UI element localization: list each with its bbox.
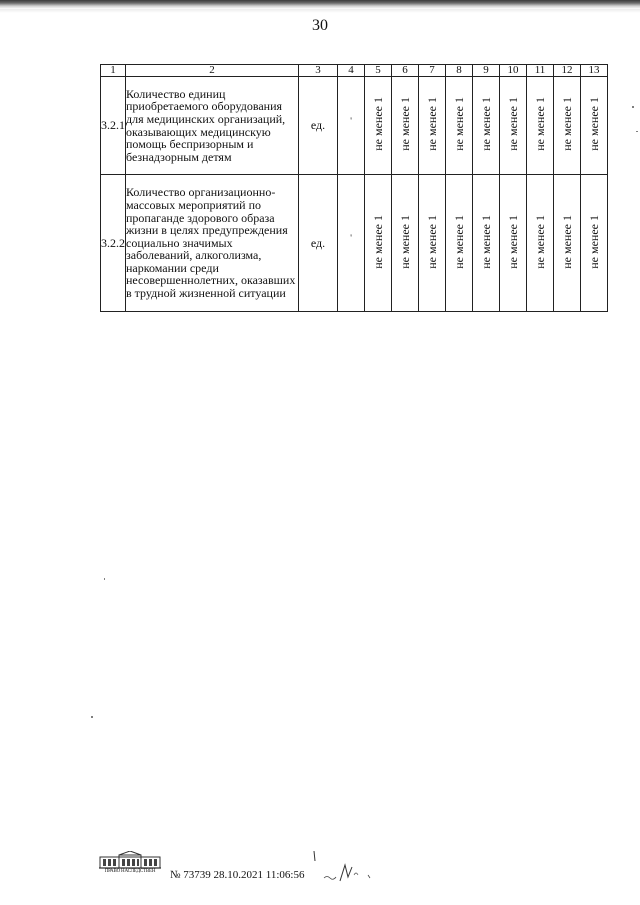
value-text: не менее 1 bbox=[425, 214, 439, 269]
value-cell bbox=[500, 77, 527, 175]
scan-top-edge bbox=[0, 0, 640, 9]
value-text: не менее 1 bbox=[479, 214, 493, 269]
unit-cell: ед. bbox=[299, 175, 338, 312]
value-text: не менее 1 bbox=[425, 97, 439, 152]
scan-edge-shadow bbox=[0, 9, 640, 13]
table-header-row bbox=[101, 65, 608, 77]
indicator-name: Количество единиц приобретаемого оборудования для медицинских организаций, оказывающих медицинскую помощь беспризорным и безнадзорным детям bbox=[126, 77, 299, 175]
scan-speck bbox=[104, 578, 105, 580]
header-cell: 2 bbox=[126, 65, 299, 77]
value-cell bbox=[365, 77, 392, 175]
col4-cell bbox=[338, 77, 365, 175]
header-cell: 3 bbox=[299, 65, 338, 77]
col4-cell bbox=[338, 175, 365, 312]
header-cell: 12 bbox=[554, 65, 581, 77]
value-cell bbox=[554, 77, 581, 175]
value-cell bbox=[365, 175, 392, 312]
page-number: 30 bbox=[312, 17, 328, 34]
indicators-table bbox=[100, 64, 608, 312]
header-cell: 13 bbox=[581, 65, 608, 77]
value-text: не менее 1 bbox=[533, 97, 547, 152]
value-text: не менее 1 bbox=[506, 97, 520, 152]
header-cell: 7 bbox=[419, 65, 446, 77]
value-cell bbox=[500, 175, 527, 312]
registration-stamp: № 73739 28.10.2021 11:06:56 bbox=[170, 869, 305, 881]
value-cell bbox=[446, 175, 473, 312]
table-row bbox=[101, 77, 608, 175]
value-text: не менее 1 bbox=[479, 97, 493, 152]
value-cell bbox=[473, 175, 500, 312]
value-cell bbox=[419, 77, 446, 175]
value-text: не менее 1 bbox=[587, 97, 601, 152]
value-text: не менее 1 bbox=[452, 214, 466, 269]
scan-speck bbox=[91, 716, 93, 718]
value-cell bbox=[392, 175, 419, 312]
col4-mark: ' bbox=[350, 115, 352, 126]
header-cell: 11 bbox=[527, 65, 554, 77]
value-text: не менее 1 bbox=[452, 97, 466, 152]
value-cell bbox=[419, 175, 446, 312]
header-cell: 6 bbox=[392, 65, 419, 77]
header-cell: 1 bbox=[101, 65, 126, 77]
value-cell bbox=[446, 77, 473, 175]
value-text: не менее 1 bbox=[398, 97, 412, 152]
value-text: не менее 1 bbox=[398, 214, 412, 269]
value-cell bbox=[473, 77, 500, 175]
table-row bbox=[101, 175, 608, 312]
unit-cell: ед. bbox=[299, 77, 338, 175]
value-text: не менее 1 bbox=[560, 97, 574, 152]
col4-mark: ' bbox=[350, 233, 352, 244]
header-cell: 9 bbox=[473, 65, 500, 77]
value-cell bbox=[527, 77, 554, 175]
scan-speck bbox=[632, 106, 634, 108]
value-cell bbox=[581, 77, 608, 175]
row-number: 3.2.1 bbox=[101, 77, 126, 175]
header-cell: 4 bbox=[338, 65, 365, 77]
value-cell bbox=[527, 175, 554, 312]
row-number: 3.2.2 bbox=[101, 175, 126, 312]
indicator-name: Количество организационно-массовых мероприятий по пропаганде здорового образа жизни в целях предупреждения социально значимых заболеваний, алкоголизма, наркомании среди несовершеннолетних, оказавших в трудной жизненной ситуации bbox=[126, 175, 299, 312]
value-text: не менее 1 bbox=[560, 214, 574, 269]
value-text: не менее 1 bbox=[506, 214, 520, 269]
value-text: не менее 1 bbox=[587, 214, 601, 269]
value-cell bbox=[554, 175, 581, 312]
header-cell: 10 bbox=[500, 65, 527, 77]
handwritten-mark bbox=[310, 845, 380, 885]
header-cell: 5 bbox=[365, 65, 392, 77]
stamp-caption: ПРАВО НАСЛЕДСТВЕН bbox=[104, 869, 156, 874]
header-cell: 8 bbox=[446, 65, 473, 77]
value-text: не менее 1 bbox=[533, 214, 547, 269]
value-cell bbox=[581, 175, 608, 312]
value-cell bbox=[392, 77, 419, 175]
value-text: не менее 1 bbox=[371, 97, 385, 152]
scan-speck bbox=[636, 131, 638, 132]
value-text: не менее 1 bbox=[371, 214, 385, 269]
